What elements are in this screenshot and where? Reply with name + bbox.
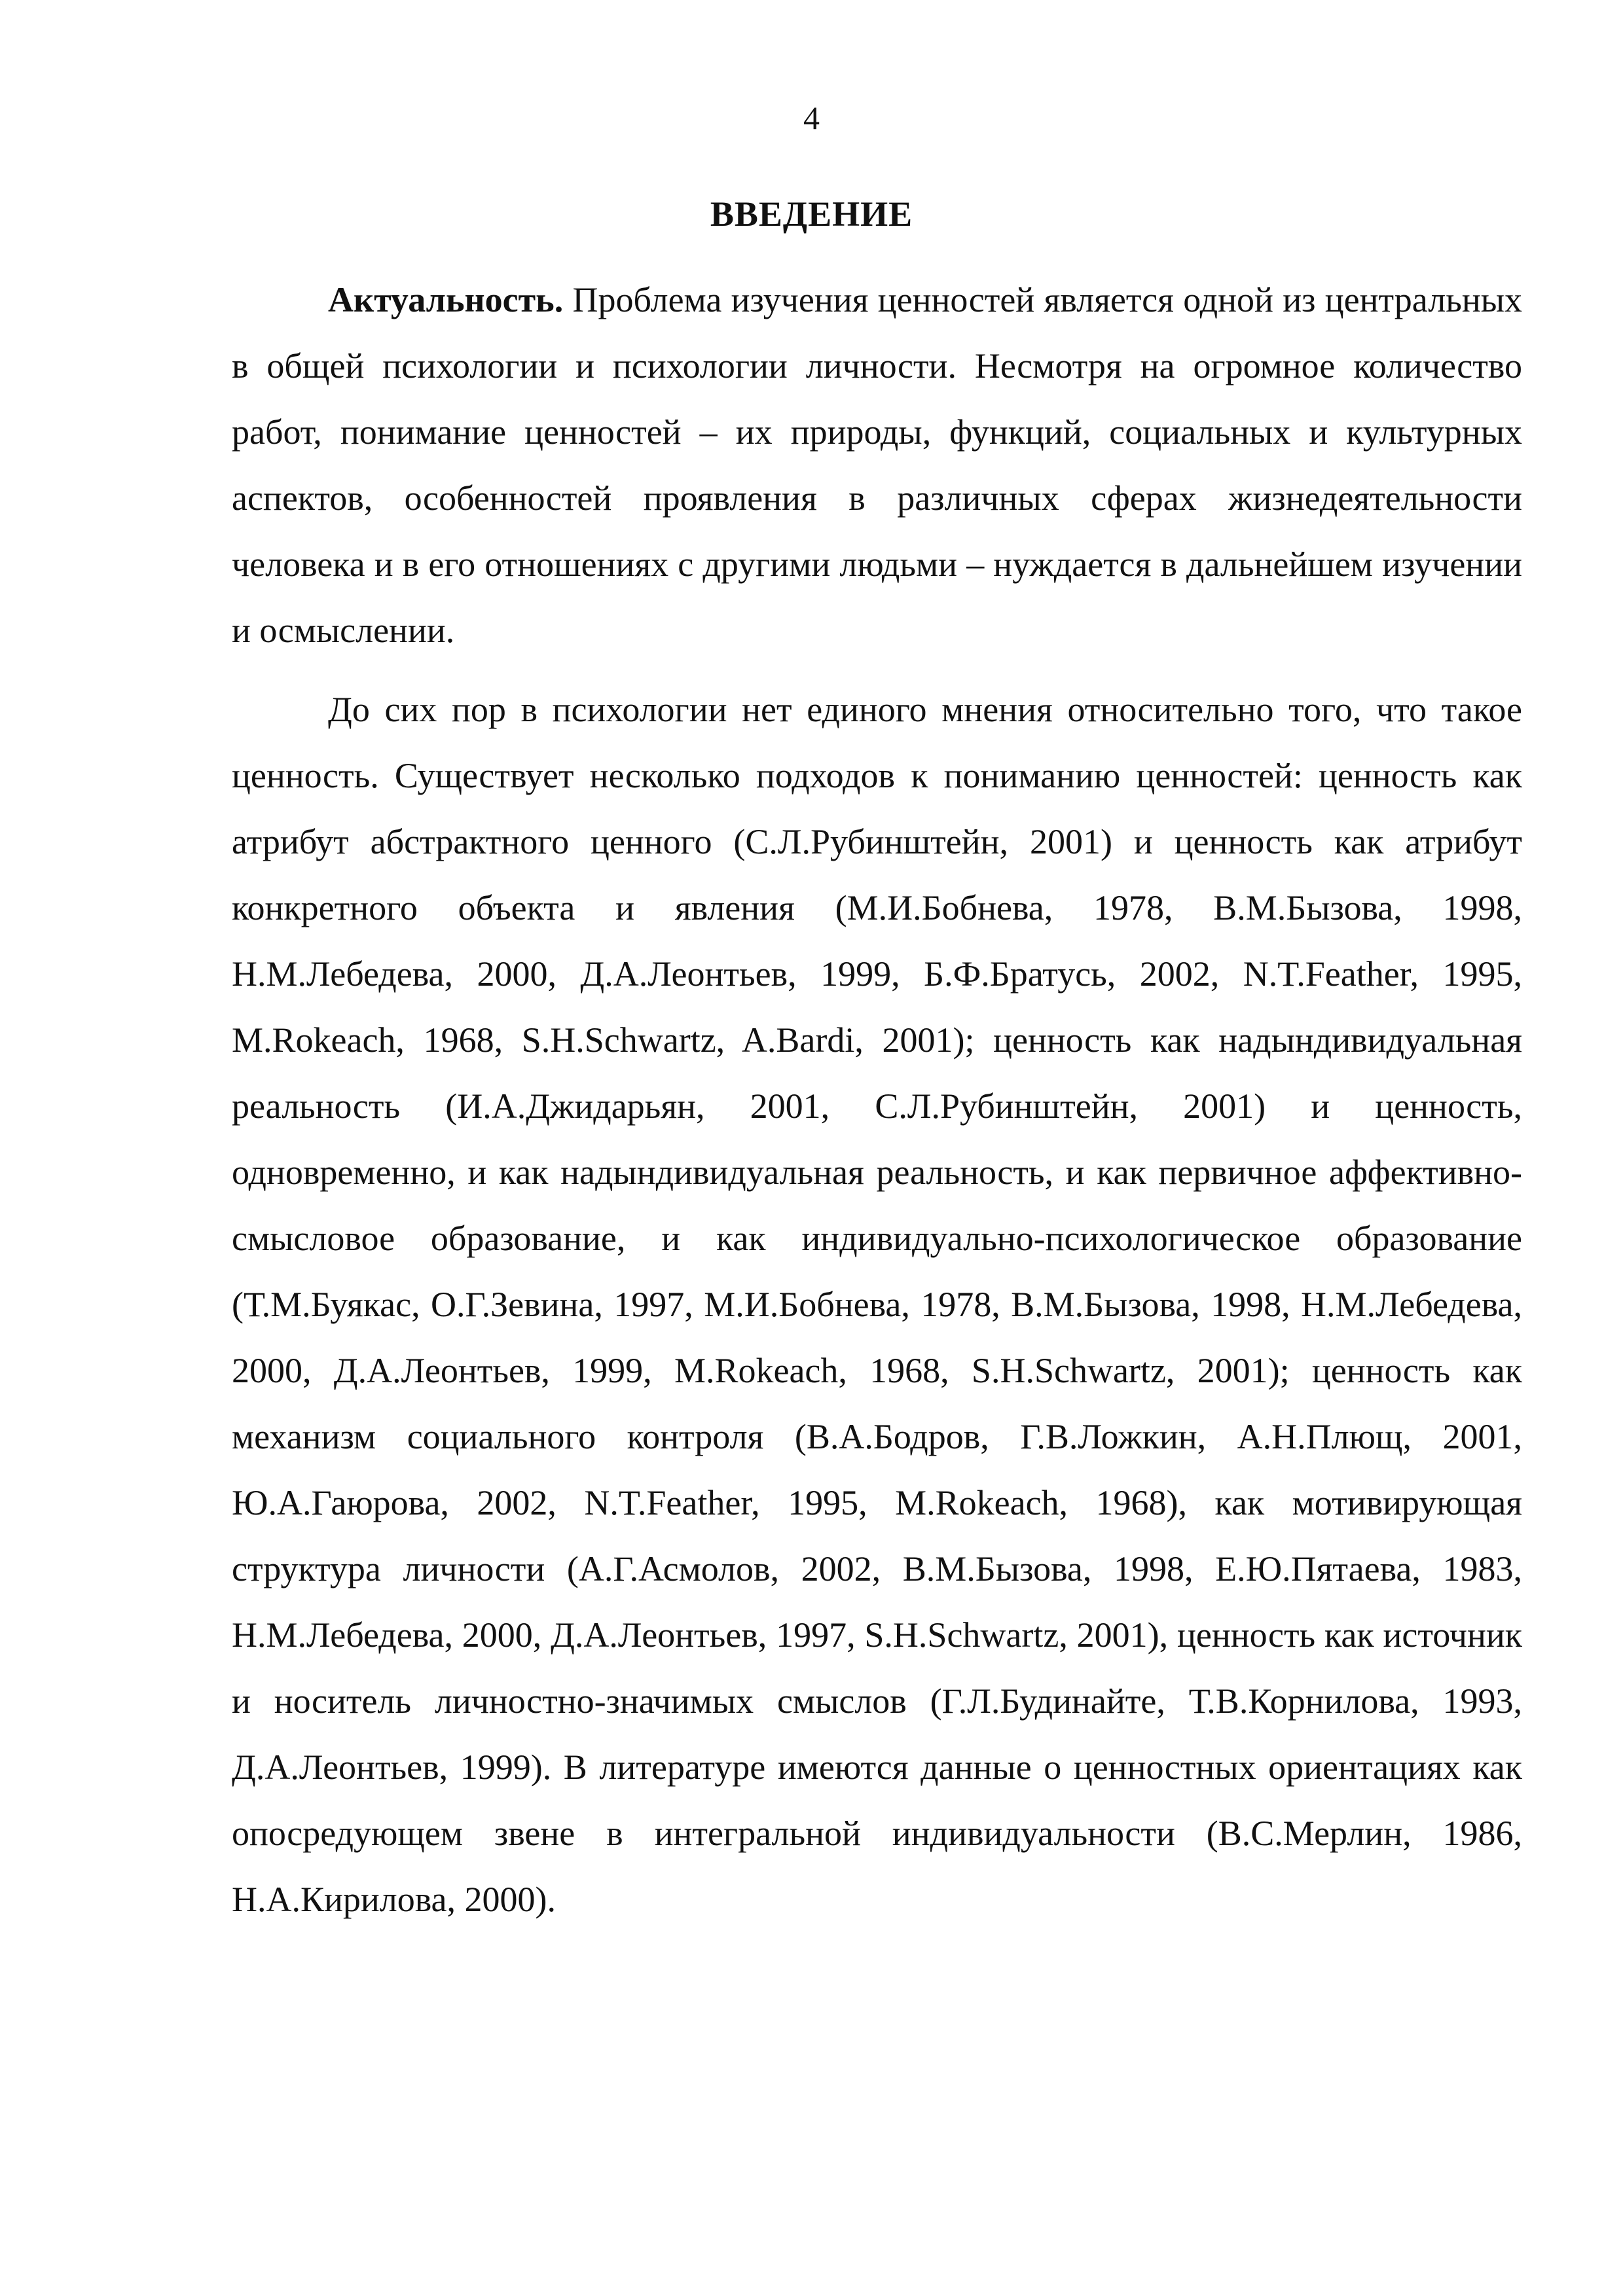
page-title: ВВЕДЕНИЕ (710, 194, 913, 234)
page-number: 4 (803, 99, 820, 136)
paragraph-text: Проблема изучения ценностей является одной из центральных в общей психологии и психологии личности. Несмотря на огромное количество работ, понимание ценностей – их природы, функций, социальных и культурных аспектов, особенностей проявления в различных сферах жизнедеятельности человека и в его отношениях с другими людьми – нуждается в дальнейшем изучении и осмыслении. (232, 280, 1522, 650)
paragraph-lead: Актуальность. (328, 280, 564, 319)
paragraph-approaches: До сих пор в психологии нет единого мнения относительно того, что такое ценность. Существует несколько подходов к пониманию ценностей: ценность как атрибут абстрактного ценного (С.Л.Рубинштейн, 2001) и ценность как атрибут конкретного объекта и явления (М.И.Бобнева, 1978, В.М.Бызова, 1998, Н.М.Лебедева, 2000, Д.А.Леонтьев, 1999, Б.Ф.Братусь, 2002, N.T.Feather, 1995, M.Rokeach, 1968, S.H.Schwartz, A.Bardi, 2001); ценность как надындивидуальная реальность (И.А.Джидарьян, 2001, С.Л.Рубинштейн, 2001) и ценность, одновременно, и как надындивидуальная реальность, и как первичное аффективно-смысловое образование, и как индивидуально-психологическое образование (Т.М.Буякас, О.Г.Зевина, 1997, М.И.Бобнева, 1978, В.М.Бызова, 1998, Н.М.Лебедева, 2000, Д.А.Леонтьев, 1999, M.Rokeach, 1968, S.H.Schwartz, 2001); ценность как механизм социального контроля (В.А.Бодров, Г.В.Ложкин, А.Н.Плющ, 2001, Ю.А.Гаюрова, 2002, N.T.Feather, 1995, M.Rokeach, 1968), как мотивирующая структура личности (А.Г.Асмолов, 2002, В.М.Бызова, 1998, Е.Ю.Пятаева, 1983, Н.М.Лебедева, 2000, Д.А.Леонтьев, 1997, S.H.Schwartz, 2001), ценность как источник и носитель личностно-значимых смыслов (Г.Л.Будинайте, Т.В.Корнилова, 1993, Д.А.Леонтьев, 1999). В литературе имеются данные о ценностных ориентациях как опосредующем звене в интегральной индивидуальности (В.С.Мерлин, 1986, Н.А.Кирилова, 2000). (232, 690, 1522, 1919)
paragraph-relevance (232, 267, 1522, 664)
document-body (232, 267, 1522, 1933)
